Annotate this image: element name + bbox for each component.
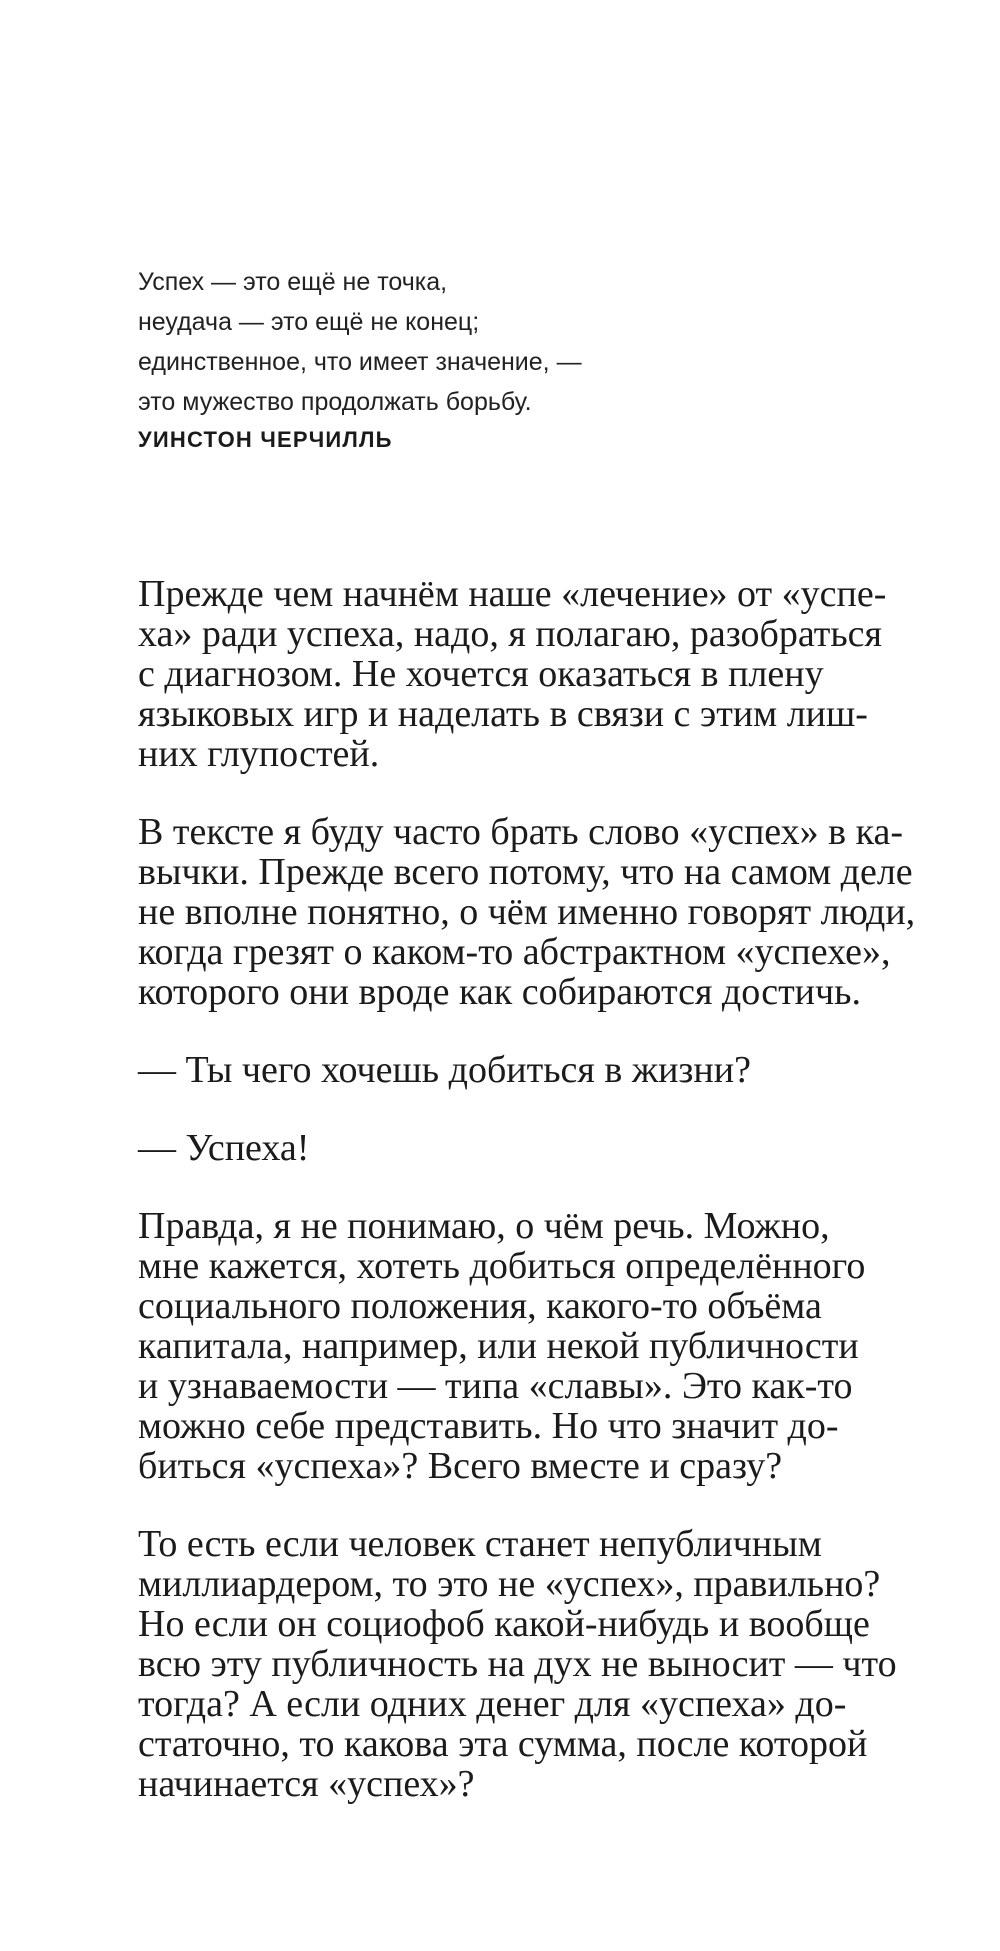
text-line: всю эту публичность на дух не выносит — что <box>138 1643 897 1685</box>
text-line: начинается «успех»? <box>138 1763 475 1805</box>
text-line: когда грезят о каком-то абстрактном «успехе», <box>138 931 891 973</box>
text-line: и узнаваемости — типа «славы». Это как-то <box>138 1365 853 1407</box>
dialogue-line-question <box>138 1050 928 1090</box>
paragraph-2 <box>138 812 928 1012</box>
paragraph-3 <box>138 1206 928 1486</box>
text-line: них глупостей. <box>138 733 380 775</box>
paragraph-4 <box>138 1524 928 1804</box>
text-line: Но если он социофоб какой-нибудь и вообще <box>138 1603 870 1645</box>
text-line: миллиардером, то это не «успех», правильно? <box>138 1563 881 1605</box>
text-line: с диагнозом. Не хочется оказаться в плену <box>138 653 824 695</box>
text-line: — Успеха! <box>138 1127 310 1169</box>
dialogue-line-answer <box>138 1128 928 1168</box>
text-line: ха» ради успеха, надо, я полагаю, разобраться <box>138 613 883 655</box>
text-line: можно себе представить. Но что значит до- <box>138 1405 839 1447</box>
text-line: биться «успеха»? Всего вместе и сразу? <box>138 1445 783 1487</box>
epigraph-line: Успех — это ещё не точка, <box>138 268 448 296</box>
text-line: не вполне понятно, о чём именно говорят люди, <box>138 891 916 933</box>
text-line: — Ты чего хочешь добиться в жизни? <box>138 1049 751 1091</box>
text-line: Правда, я не понимаю, о чём речь. Можно, <box>138 1205 830 1247</box>
epigraph <box>138 262 698 458</box>
main-text <box>138 574 928 1842</box>
text-line: капитала, например, или некой публичности <box>138 1325 859 1367</box>
epigraph-line: единственное, что имеет значение, — <box>138 348 582 376</box>
epigraph-line: неудача — это ещё не конец; <box>138 308 480 336</box>
text-line: Прежде чем начнём наше «лечение» от «успе- <box>138 573 887 615</box>
text-line: В тексте я буду часто брать слово «успех» в ка- <box>138 811 904 853</box>
paragraph-1 <box>138 574 928 774</box>
text-line: вычки. Прежде всего потому, что на самом деле <box>138 851 913 893</box>
text-line: которого они вроде как собираются достичь. <box>138 971 861 1013</box>
text-line: статочно, то какова эта сумма, после которой <box>138 1723 868 1765</box>
text-line: социального положения, какого-то объёма <box>138 1285 822 1327</box>
text-line: тогда? А если одних денег для «успеха» до- <box>138 1683 847 1725</box>
epigraph-line: это мужество продолжать борьбу. <box>138 388 532 416</box>
text-line: То есть если человек станет непубличным <box>138 1523 822 1565</box>
text-line: мне кажется, хотеть добиться определённого <box>138 1245 866 1287</box>
text-line: языковых игр и наделать в связи с этим лиш- <box>138 693 868 735</box>
epigraph-author: УИНСТОН ЧЕРЧИЛЛЬ <box>138 427 393 452</box>
